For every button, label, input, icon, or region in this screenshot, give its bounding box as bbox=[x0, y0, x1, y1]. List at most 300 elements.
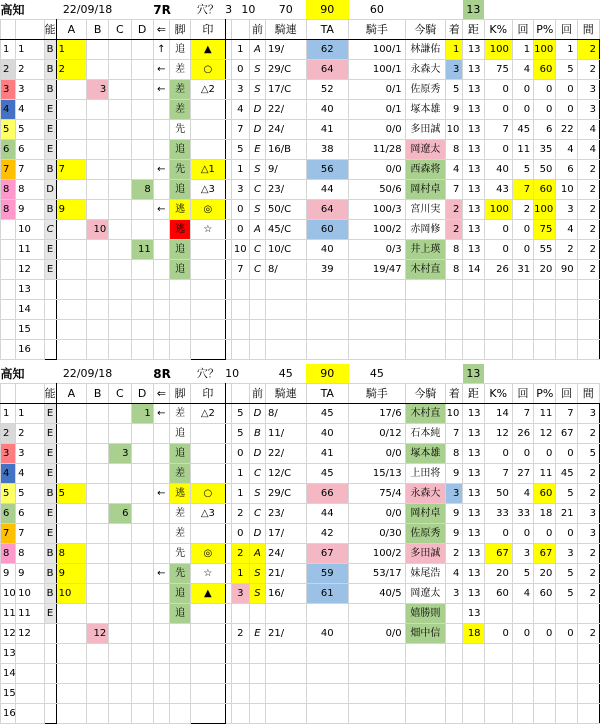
horse-row bbox=[1, 40, 600, 60]
rank-a bbox=[56, 524, 86, 544]
rank-a bbox=[56, 320, 86, 340]
prev-rank: E bbox=[249, 624, 265, 644]
rank-b bbox=[87, 584, 109, 604]
running-style: 追 bbox=[169, 584, 190, 604]
mark bbox=[191, 704, 225, 724]
finish: 9 bbox=[446, 524, 463, 544]
jockey-rate: 0/0 bbox=[349, 444, 406, 464]
distance: 13 bbox=[463, 444, 484, 464]
header-ta: 90 bbox=[306, 364, 348, 384]
p-percent: 60 bbox=[534, 180, 556, 200]
rank-b bbox=[87, 160, 109, 180]
horse-row bbox=[1, 564, 600, 584]
jockey-combo: 17/ bbox=[266, 524, 306, 544]
jockey-rate: 11/28 bbox=[349, 140, 406, 160]
waku: 11 bbox=[1, 604, 16, 624]
running-style: 差 bbox=[169, 464, 190, 484]
running-style bbox=[169, 664, 190, 684]
umaban bbox=[16, 644, 44, 664]
waku: 15 bbox=[1, 684, 16, 704]
rank-d bbox=[131, 320, 153, 340]
distance: 13 bbox=[463, 80, 484, 100]
spacer bbox=[484, 364, 599, 384]
waku: 10 bbox=[1, 584, 16, 604]
arrow bbox=[153, 584, 169, 604]
rank-d bbox=[131, 80, 153, 100]
interval: 2 bbox=[577, 624, 599, 644]
k-count: 7 bbox=[512, 404, 533, 424]
time-ability: 56 bbox=[306, 160, 348, 180]
time-ability: 41 bbox=[306, 444, 348, 464]
interval: 2 bbox=[577, 60, 599, 80]
col-ma: 間 bbox=[577, 384, 599, 404]
time-ability: 44 bbox=[306, 180, 348, 200]
arrow bbox=[153, 300, 169, 320]
p-count: 5 bbox=[556, 484, 577, 504]
running-style: 先 bbox=[169, 564, 190, 584]
arrow: ← bbox=[153, 484, 169, 504]
mark: ▲ bbox=[191, 40, 225, 60]
ability: B bbox=[44, 200, 56, 220]
rank-a bbox=[56, 684, 86, 704]
p-percent: 60 bbox=[534, 484, 556, 504]
col-mae: 前 bbox=[249, 20, 265, 40]
ability: E bbox=[44, 404, 56, 424]
rank-d bbox=[131, 464, 153, 484]
rank-b: 10 bbox=[87, 220, 109, 240]
jockey-combo: 16/ bbox=[266, 584, 306, 604]
rank-b bbox=[87, 404, 109, 424]
p-percent: 60 bbox=[534, 584, 556, 604]
finish: 7 bbox=[446, 180, 463, 200]
race-table-7R bbox=[0, 0, 600, 360]
running-style: 差 bbox=[169, 404, 190, 424]
horse-row bbox=[1, 604, 600, 624]
horse-row bbox=[1, 464, 600, 484]
finish bbox=[446, 340, 463, 360]
ability: B bbox=[44, 584, 56, 604]
rank-c bbox=[109, 604, 131, 624]
running-style: 追 bbox=[169, 140, 190, 160]
arrow: ← bbox=[153, 80, 169, 100]
jockey-rate: 0/0 bbox=[349, 504, 406, 524]
umaban: 15 bbox=[16, 320, 44, 340]
distance: 13 bbox=[463, 564, 484, 584]
waku: 12 bbox=[1, 624, 16, 644]
col-kai2: 回 bbox=[556, 384, 577, 404]
rank-c bbox=[109, 60, 131, 80]
jockey-name: 西森将 bbox=[405, 160, 445, 180]
rank-d bbox=[131, 100, 153, 120]
rank-b bbox=[87, 60, 109, 80]
ability: E bbox=[44, 240, 56, 260]
k-percent bbox=[484, 604, 512, 624]
jockey-rate: 100/3 bbox=[349, 200, 406, 220]
prev-rank: S bbox=[249, 60, 265, 80]
rank-b bbox=[87, 320, 109, 340]
jockey-name: 木村直 bbox=[405, 404, 445, 424]
col-d: D bbox=[131, 20, 153, 40]
interval: 5 bbox=[577, 444, 599, 464]
prev-num: 2 bbox=[231, 544, 249, 564]
k-count bbox=[512, 320, 533, 340]
finish: 2 bbox=[446, 544, 463, 564]
jockey-rate: 0/12 bbox=[349, 424, 406, 444]
distance: 13 bbox=[463, 100, 484, 120]
prev-rank bbox=[249, 320, 265, 340]
rank-c bbox=[109, 424, 131, 444]
p-percent bbox=[534, 704, 556, 724]
arrow bbox=[153, 340, 169, 360]
rank-d: 11 bbox=[131, 240, 153, 260]
jockey-rate: 0/3 bbox=[349, 240, 406, 260]
time-ability bbox=[306, 604, 348, 624]
prev-num: 2 bbox=[231, 504, 249, 524]
k-percent: 0 bbox=[484, 80, 512, 100]
prev-num: 0 bbox=[231, 60, 249, 80]
horse-row bbox=[1, 664, 600, 684]
jockey-combo: 24/ bbox=[266, 120, 306, 140]
arrow bbox=[153, 524, 169, 544]
p-count: 2 bbox=[556, 240, 577, 260]
horse-row bbox=[1, 160, 600, 180]
jockey-rate: 0/0 bbox=[349, 120, 406, 140]
p-percent bbox=[534, 340, 556, 360]
ability bbox=[44, 684, 56, 704]
jockey-rate: 0/1 bbox=[349, 100, 406, 120]
rank-d bbox=[131, 624, 153, 644]
race-number: 7R bbox=[153, 2, 171, 17]
interval: 2 bbox=[577, 544, 599, 564]
horse-row bbox=[1, 100, 600, 120]
waku bbox=[1, 340, 16, 360]
finish: 7 bbox=[446, 424, 463, 444]
p-count: 5 bbox=[556, 60, 577, 80]
col-shirushi: 印 bbox=[191, 20, 225, 40]
p-count: 4 bbox=[556, 220, 577, 240]
k-percent: 100 bbox=[484, 200, 512, 220]
mark: ○ bbox=[191, 60, 225, 80]
waku: 8 bbox=[1, 180, 16, 200]
arrow bbox=[153, 464, 169, 484]
ability bbox=[44, 624, 56, 644]
distance: 18 bbox=[463, 624, 484, 644]
jockey-combo: 23/ bbox=[266, 180, 306, 200]
rank-b bbox=[87, 484, 109, 504]
horse-row bbox=[1, 424, 600, 444]
p-percent bbox=[534, 300, 556, 320]
rank-c bbox=[109, 624, 131, 644]
jockey-name: 岡村卓 bbox=[405, 180, 445, 200]
arrow bbox=[153, 644, 169, 664]
rank-b bbox=[87, 260, 109, 280]
running-style: 追 bbox=[169, 260, 190, 280]
jockey-rate: 100/1 bbox=[349, 40, 406, 60]
finish: 3 bbox=[446, 484, 463, 504]
prev-num bbox=[231, 300, 249, 320]
jockey-combo: 16/B bbox=[266, 140, 306, 160]
rank-d bbox=[131, 300, 153, 320]
mark bbox=[191, 524, 225, 544]
running-style bbox=[169, 624, 190, 644]
ability bbox=[44, 644, 56, 664]
running-style bbox=[169, 704, 190, 724]
p-count: 0 bbox=[556, 80, 577, 100]
ability: B bbox=[44, 40, 56, 60]
rank-a: 1 bbox=[56, 40, 86, 60]
mark bbox=[191, 684, 225, 704]
arrow: ← bbox=[153, 200, 169, 220]
umaban: 5 bbox=[16, 484, 44, 504]
jockey-name bbox=[405, 664, 445, 684]
interval: 3 bbox=[577, 404, 599, 424]
jockey-combo: 8/ bbox=[266, 404, 306, 424]
time-ability: 40 bbox=[306, 240, 348, 260]
distance: 13 bbox=[463, 180, 484, 200]
rank-b bbox=[87, 564, 109, 584]
k-count bbox=[512, 684, 533, 704]
rank-c bbox=[109, 280, 131, 300]
umaban: 2 bbox=[16, 424, 44, 444]
distance: 13 bbox=[463, 140, 484, 160]
time-ability: 45 bbox=[306, 464, 348, 484]
k-percent bbox=[484, 664, 512, 684]
time-ability bbox=[306, 300, 348, 320]
k-percent: 40 bbox=[484, 160, 512, 180]
prev-rank: D bbox=[249, 120, 265, 140]
waku bbox=[1, 280, 16, 300]
umaban bbox=[16, 704, 44, 724]
k-count: 4 bbox=[512, 484, 533, 504]
k-count: 5 bbox=[512, 160, 533, 180]
horse-row bbox=[1, 624, 600, 644]
rank-a bbox=[56, 80, 86, 100]
rank-a bbox=[56, 624, 86, 644]
k-count bbox=[512, 704, 533, 724]
finish: 8 bbox=[446, 240, 463, 260]
ability: E bbox=[44, 140, 56, 160]
waku: 6 bbox=[1, 140, 16, 160]
rank-d bbox=[131, 604, 153, 624]
rank-d bbox=[131, 280, 153, 300]
distance: 13 bbox=[463, 424, 484, 444]
rank-a bbox=[56, 704, 86, 724]
col-kishu2: 騎手 bbox=[349, 384, 406, 404]
p-count: 6 bbox=[556, 160, 577, 180]
header-num1: 10 bbox=[225, 366, 240, 380]
rank-c bbox=[109, 120, 131, 140]
rank-d bbox=[131, 140, 153, 160]
rank-d bbox=[131, 40, 153, 60]
running-style bbox=[169, 684, 190, 704]
mark bbox=[191, 340, 225, 360]
race-number: 8R bbox=[153, 366, 171, 381]
k-count bbox=[512, 644, 533, 664]
p-count bbox=[556, 604, 577, 624]
prev-rank: E bbox=[249, 140, 265, 160]
jockey-combo bbox=[266, 280, 306, 300]
rank-c bbox=[109, 300, 131, 320]
finish: 3 bbox=[446, 584, 463, 604]
rank-c bbox=[109, 100, 131, 120]
rank-a bbox=[56, 464, 86, 484]
rank-d bbox=[131, 584, 153, 604]
col-umaban bbox=[16, 20, 44, 40]
waku: 4 bbox=[1, 464, 16, 484]
jockey-combo: 21/ bbox=[266, 564, 306, 584]
rank-a bbox=[56, 664, 86, 684]
rank-d bbox=[131, 484, 153, 504]
k-count: 0 bbox=[512, 80, 533, 100]
rank-b bbox=[87, 464, 109, 484]
jockey-name: 宮川実 bbox=[405, 200, 445, 220]
col-chaku: 着 bbox=[446, 20, 463, 40]
jockey-combo bbox=[266, 320, 306, 340]
distance bbox=[463, 340, 484, 360]
ability: E bbox=[44, 464, 56, 484]
p-count bbox=[556, 280, 577, 300]
mark bbox=[191, 444, 225, 464]
horse-row bbox=[1, 220, 600, 240]
umaban: 11 bbox=[16, 604, 44, 624]
horse-row bbox=[1, 444, 600, 464]
horse-row bbox=[1, 280, 600, 300]
header-num2: 10 bbox=[241, 2, 256, 16]
col-a: A bbox=[56, 384, 86, 404]
rank-d bbox=[131, 444, 153, 464]
waku bbox=[1, 260, 16, 280]
prev-rank: D bbox=[249, 444, 265, 464]
horse-row bbox=[1, 200, 600, 220]
waku: 5 bbox=[1, 120, 16, 140]
col-waku bbox=[1, 384, 16, 404]
rank-c bbox=[109, 200, 131, 220]
k-count: 45 bbox=[512, 120, 533, 140]
running-style: 先 bbox=[169, 544, 190, 564]
horse-row bbox=[1, 80, 600, 100]
k-percent: 43 bbox=[484, 180, 512, 200]
umaban: 14 bbox=[16, 300, 44, 320]
umaban bbox=[16, 684, 44, 704]
waku: 9 bbox=[1, 564, 16, 584]
col-kyori: 距 bbox=[463, 384, 484, 404]
running-style: 差 bbox=[169, 504, 190, 524]
spacer bbox=[405, 0, 463, 20]
col-c: C bbox=[109, 384, 131, 404]
running-style: 追 bbox=[169, 604, 190, 624]
rank-b bbox=[87, 200, 109, 220]
p-count: 10 bbox=[556, 180, 577, 200]
rank-a bbox=[56, 604, 86, 624]
mark: △2 bbox=[191, 80, 225, 100]
time-ability: 67 bbox=[306, 544, 348, 564]
umaban: 8 bbox=[16, 544, 44, 564]
prev-rank bbox=[249, 300, 265, 320]
spacer bbox=[131, 364, 153, 384]
mark bbox=[191, 624, 225, 644]
mark bbox=[191, 260, 225, 280]
time-ability bbox=[306, 684, 348, 704]
prev-rank: C bbox=[249, 260, 265, 280]
arrow bbox=[153, 684, 169, 704]
finish bbox=[446, 624, 463, 644]
time-ability: 60 bbox=[306, 220, 348, 240]
waku bbox=[1, 320, 16, 340]
prev-rank bbox=[249, 644, 265, 664]
arrow bbox=[153, 444, 169, 464]
rank-b: 3 bbox=[87, 80, 109, 100]
rank-b bbox=[87, 664, 109, 684]
rank-c bbox=[109, 404, 131, 424]
arrow bbox=[153, 604, 169, 624]
k-count: 31 bbox=[512, 260, 533, 280]
jockey-name bbox=[405, 280, 445, 300]
rank-a: 10 bbox=[56, 584, 86, 604]
prev-num: 0 bbox=[231, 220, 249, 240]
k-count: 0 bbox=[512, 100, 533, 120]
k-percent bbox=[484, 704, 512, 724]
rank-c bbox=[109, 564, 131, 584]
finish bbox=[446, 604, 463, 624]
finish bbox=[446, 280, 463, 300]
running-style: 追 bbox=[169, 424, 190, 444]
finish: 2 bbox=[446, 220, 463, 240]
interval: 2 bbox=[577, 220, 599, 240]
jockey-rate: 53/17 bbox=[349, 564, 406, 584]
col-nou: 能 bbox=[44, 20, 56, 40]
arrow bbox=[153, 704, 169, 724]
p-count: 4 bbox=[556, 140, 577, 160]
prev-rank: D bbox=[249, 524, 265, 544]
prev-rank: D bbox=[249, 404, 265, 424]
p-count bbox=[556, 664, 577, 684]
jockey-rate bbox=[349, 300, 406, 320]
k-percent: 0 bbox=[484, 240, 512, 260]
jockey-name: 多田誠 bbox=[405, 544, 445, 564]
p-percent: 100 bbox=[534, 40, 556, 60]
mark: ☆ bbox=[191, 220, 225, 240]
mark bbox=[191, 644, 225, 664]
jockey-rate: 40/5 bbox=[349, 584, 406, 604]
distance bbox=[463, 704, 484, 724]
k-count: 0 bbox=[512, 624, 533, 644]
finish bbox=[446, 684, 463, 704]
umaban: 10 bbox=[16, 584, 44, 604]
interval: 4 bbox=[577, 120, 599, 140]
k-percent: 7 bbox=[484, 464, 512, 484]
prev-rank: S bbox=[249, 584, 265, 604]
finish: 9 bbox=[446, 504, 463, 524]
rank-a bbox=[56, 280, 86, 300]
arrow bbox=[153, 544, 169, 564]
rank-d bbox=[131, 60, 153, 80]
p-percent: 0 bbox=[534, 444, 556, 464]
horse-row bbox=[1, 584, 600, 604]
distance: 13 bbox=[463, 120, 484, 140]
p-percent: 0 bbox=[534, 80, 556, 100]
interval bbox=[577, 684, 599, 704]
rank-a bbox=[56, 260, 86, 280]
rank-c: 6 bbox=[109, 504, 131, 524]
jockey-name: 永森大 bbox=[405, 484, 445, 504]
time-ability: 41 bbox=[306, 120, 348, 140]
mark: △3 bbox=[191, 180, 225, 200]
prev-num: 1 bbox=[231, 40, 249, 60]
rank-d bbox=[131, 200, 153, 220]
umaban: 3 bbox=[16, 444, 44, 464]
col-arrow: ⇐ bbox=[153, 20, 169, 40]
horse-row bbox=[1, 524, 600, 544]
